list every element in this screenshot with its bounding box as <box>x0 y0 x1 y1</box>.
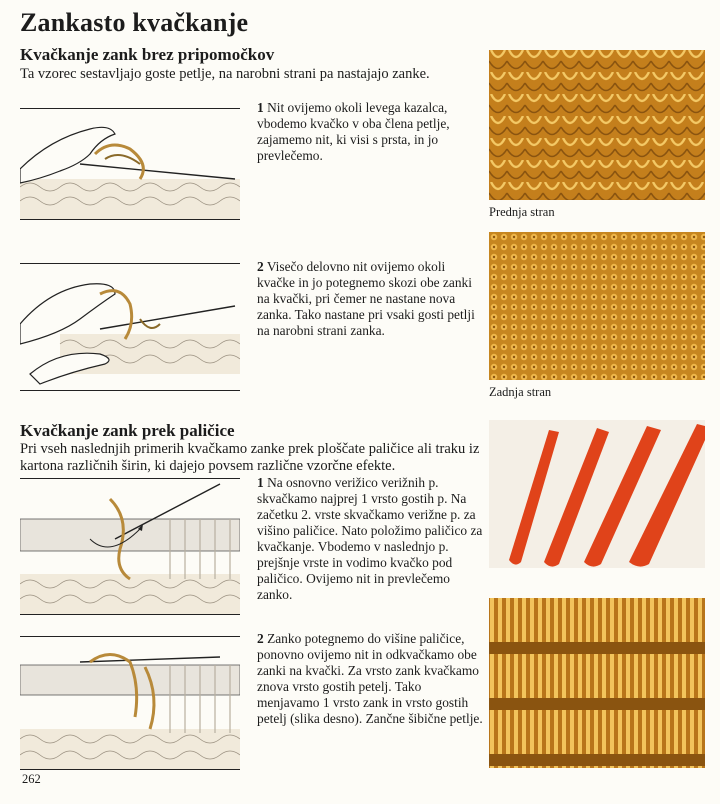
illustration-stick-step1 <box>20 478 240 615</box>
section2-step2 <box>257 631 483 727</box>
photo-crochet-sticks <box>489 420 705 568</box>
illustration-step2 <box>20 263 240 391</box>
photo-back-side <box>489 232 705 380</box>
caption-back: Zadnja stran <box>489 385 552 399</box>
illustration-stick-step2 <box>20 636 240 770</box>
step-number: 1 <box>257 475 264 490</box>
step-text: Nit ovijemo okoli levega kazalca, vbodemo kvačko v oba člena petlje, zajamemo nit, ki visi s prsta, in jo prevlečemo. <box>257 100 450 163</box>
section1-intro: Ta vzorec sestavljajo goste petlje, na narobni strani pa nastajajo zanke. <box>20 66 430 82</box>
photo-stick-loops <box>489 598 705 768</box>
step-text: Na osnovno verižico verižnih p. skvačkamo najprej 1 vrsto gostih p. Na začetku 2. vrste skvačkamo verižne p. za višino paličice. Nato položimo paličico za kvačkanje. Vbodemo v naslednjo p. prejšnje vrste in vodimo kvačko pod paličico. Ovijemo nit in prevlečemo zanko. <box>257 475 483 602</box>
step-number: 2 <box>257 631 264 646</box>
section2-heading: Kvačkanje zank prek paličice <box>20 421 235 440</box>
step-text: Visečo delovno nit ovijemo okoli kvačke in jo potegnemo skozi obe zanki na kvački, pri čemer ne nastane nova zanka. Tako nastane pri vsaki gosti petlji na narobni strani zanka. <box>257 259 475 338</box>
page-number: 262 <box>22 772 41 786</box>
illustration-step1 <box>20 108 240 220</box>
caption-front: Prednja stran <box>489 205 555 219</box>
step-number: 1 <box>257 100 264 115</box>
step-number: 2 <box>257 259 264 274</box>
page-title: Zankasto kvačkanje <box>20 8 249 37</box>
section1-step2 <box>257 259 483 339</box>
section2-intro: Pri vseh naslednjih primerih kvačkamo zanke prek ploščate paličice ali traku iz kartona različnih širin, ki dajejo povsem različne vzorčne efekte. <box>20 441 480 474</box>
photo-front-side <box>489 50 705 200</box>
section1-heading: Kvačkanje zank brez pripomočkov <box>20 45 275 64</box>
step-text: Zanko potegnemo do višine paličice, ponovno ovijemo nit in odkvačkamo obe zanki na kvački. Za vrsto zank kvačkamo znova vrsto gostih petelj. Tako menjavamo 1 vrsto zank in vrsto gostih petelj (slika desno). Zančne šibične petlje. <box>257 631 483 726</box>
section2-step1 <box>257 475 483 603</box>
section1-step1 <box>257 100 483 164</box>
